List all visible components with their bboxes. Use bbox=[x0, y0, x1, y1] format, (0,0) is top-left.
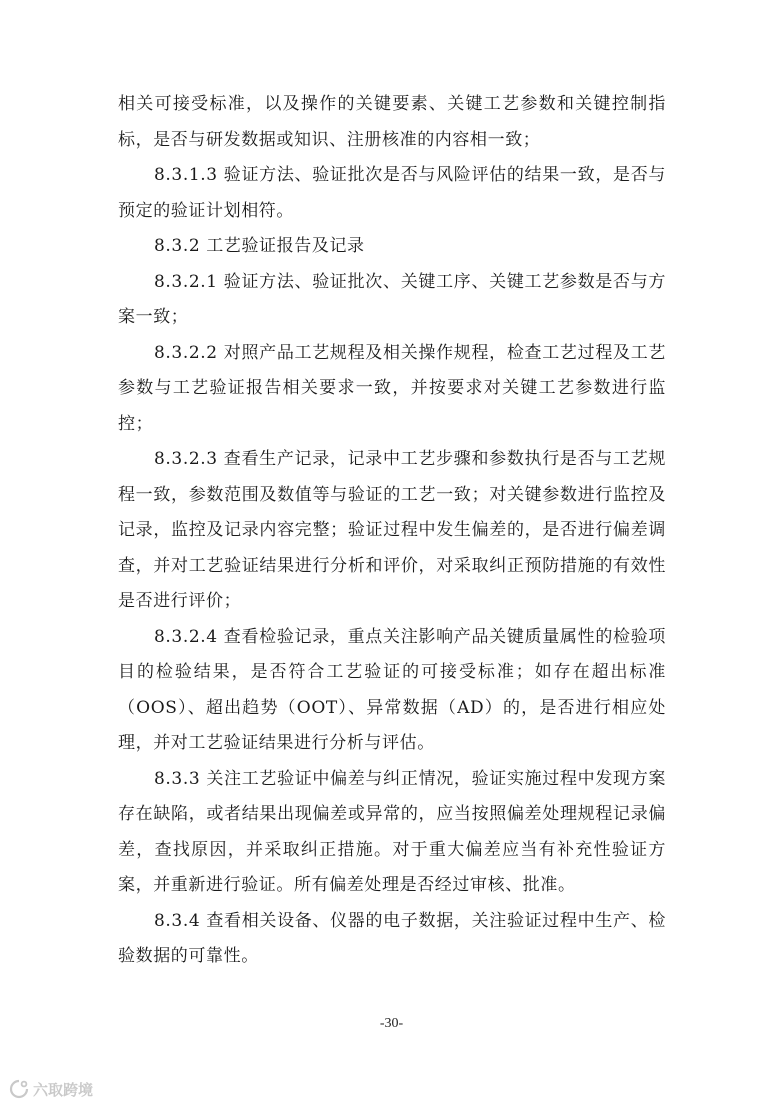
paragraph: 8.3.2 工艺验证报告及记录 bbox=[154, 236, 365, 256]
page-number: -30- bbox=[379, 1016, 404, 1031]
document-body bbox=[118, 87, 666, 975]
paragraph: 8.3.2.1 验证方法、验证批次、关键工序、关键工艺参数是否与方案一致； bbox=[118, 271, 666, 327]
paragraph: 8.3.4 查看相关设备、仪器的电子数据，关注验证过程中生产、检验数据的可靠性。 bbox=[118, 910, 666, 966]
watermark bbox=[8, 1078, 93, 1100]
paragraph: 相关可接受标准，以及操作的关键要素、关键工艺参数和关键控制指标，是否与研发数据或知识、注册核准的内容相一致； bbox=[118, 94, 666, 150]
paragraph: 8.3.2.4 查看检验记录，重点关注影响产品关键质量属性的检验项目的检验结果，是否符合工艺验证的可接受标准；如存在超出标准（OOS）、超出趋势（OOT）、异常数据（AD）的，是否进行相应处理，并对工艺验证结果进行分析与评估。 bbox=[118, 626, 666, 753]
paragraph: 8.3.3 关注工艺验证中偏差与纠正情况，验证实施过程中发现方案存在缺陷，或者结果出现偏差或异常的，应当按照偏差处理规程记录偏差，查找原因，并采取纠正措施。对于重大偏差应当有补充性验证方案，并重新进行验证。所有偏差处理是否经过审核、批准。 bbox=[118, 768, 666, 895]
paragraph: 8.3.2.3 查看生产记录，记录中工艺步骤和参数执行是否与工艺规程一致，参数范围及数值等与验证的工艺一致；对关键参数进行监控及记录，监控及记录内容完整；验证过程中发生偏差的，是否进行偏差调查，并对工艺验证结果进行分析和评价，对采取纠正预防措施的有效性是否进行评价； bbox=[118, 449, 666, 611]
watermark-logo-icon bbox=[8, 1078, 30, 1100]
paragraph: 8.3.1.3 验证方法、验证批次是否与风险评估的结果一致，是否与预定的验证计划相符。 bbox=[118, 165, 666, 221]
paragraph: 8.3.2.2 对照产品工艺规程及相关操作规程，检查工艺过程及工艺参数与工艺验证报告相关要求一致，并按要求对关键工艺参数进行监控； bbox=[118, 342, 666, 434]
watermark-text: 六取跨境 bbox=[33, 1080, 94, 1099]
